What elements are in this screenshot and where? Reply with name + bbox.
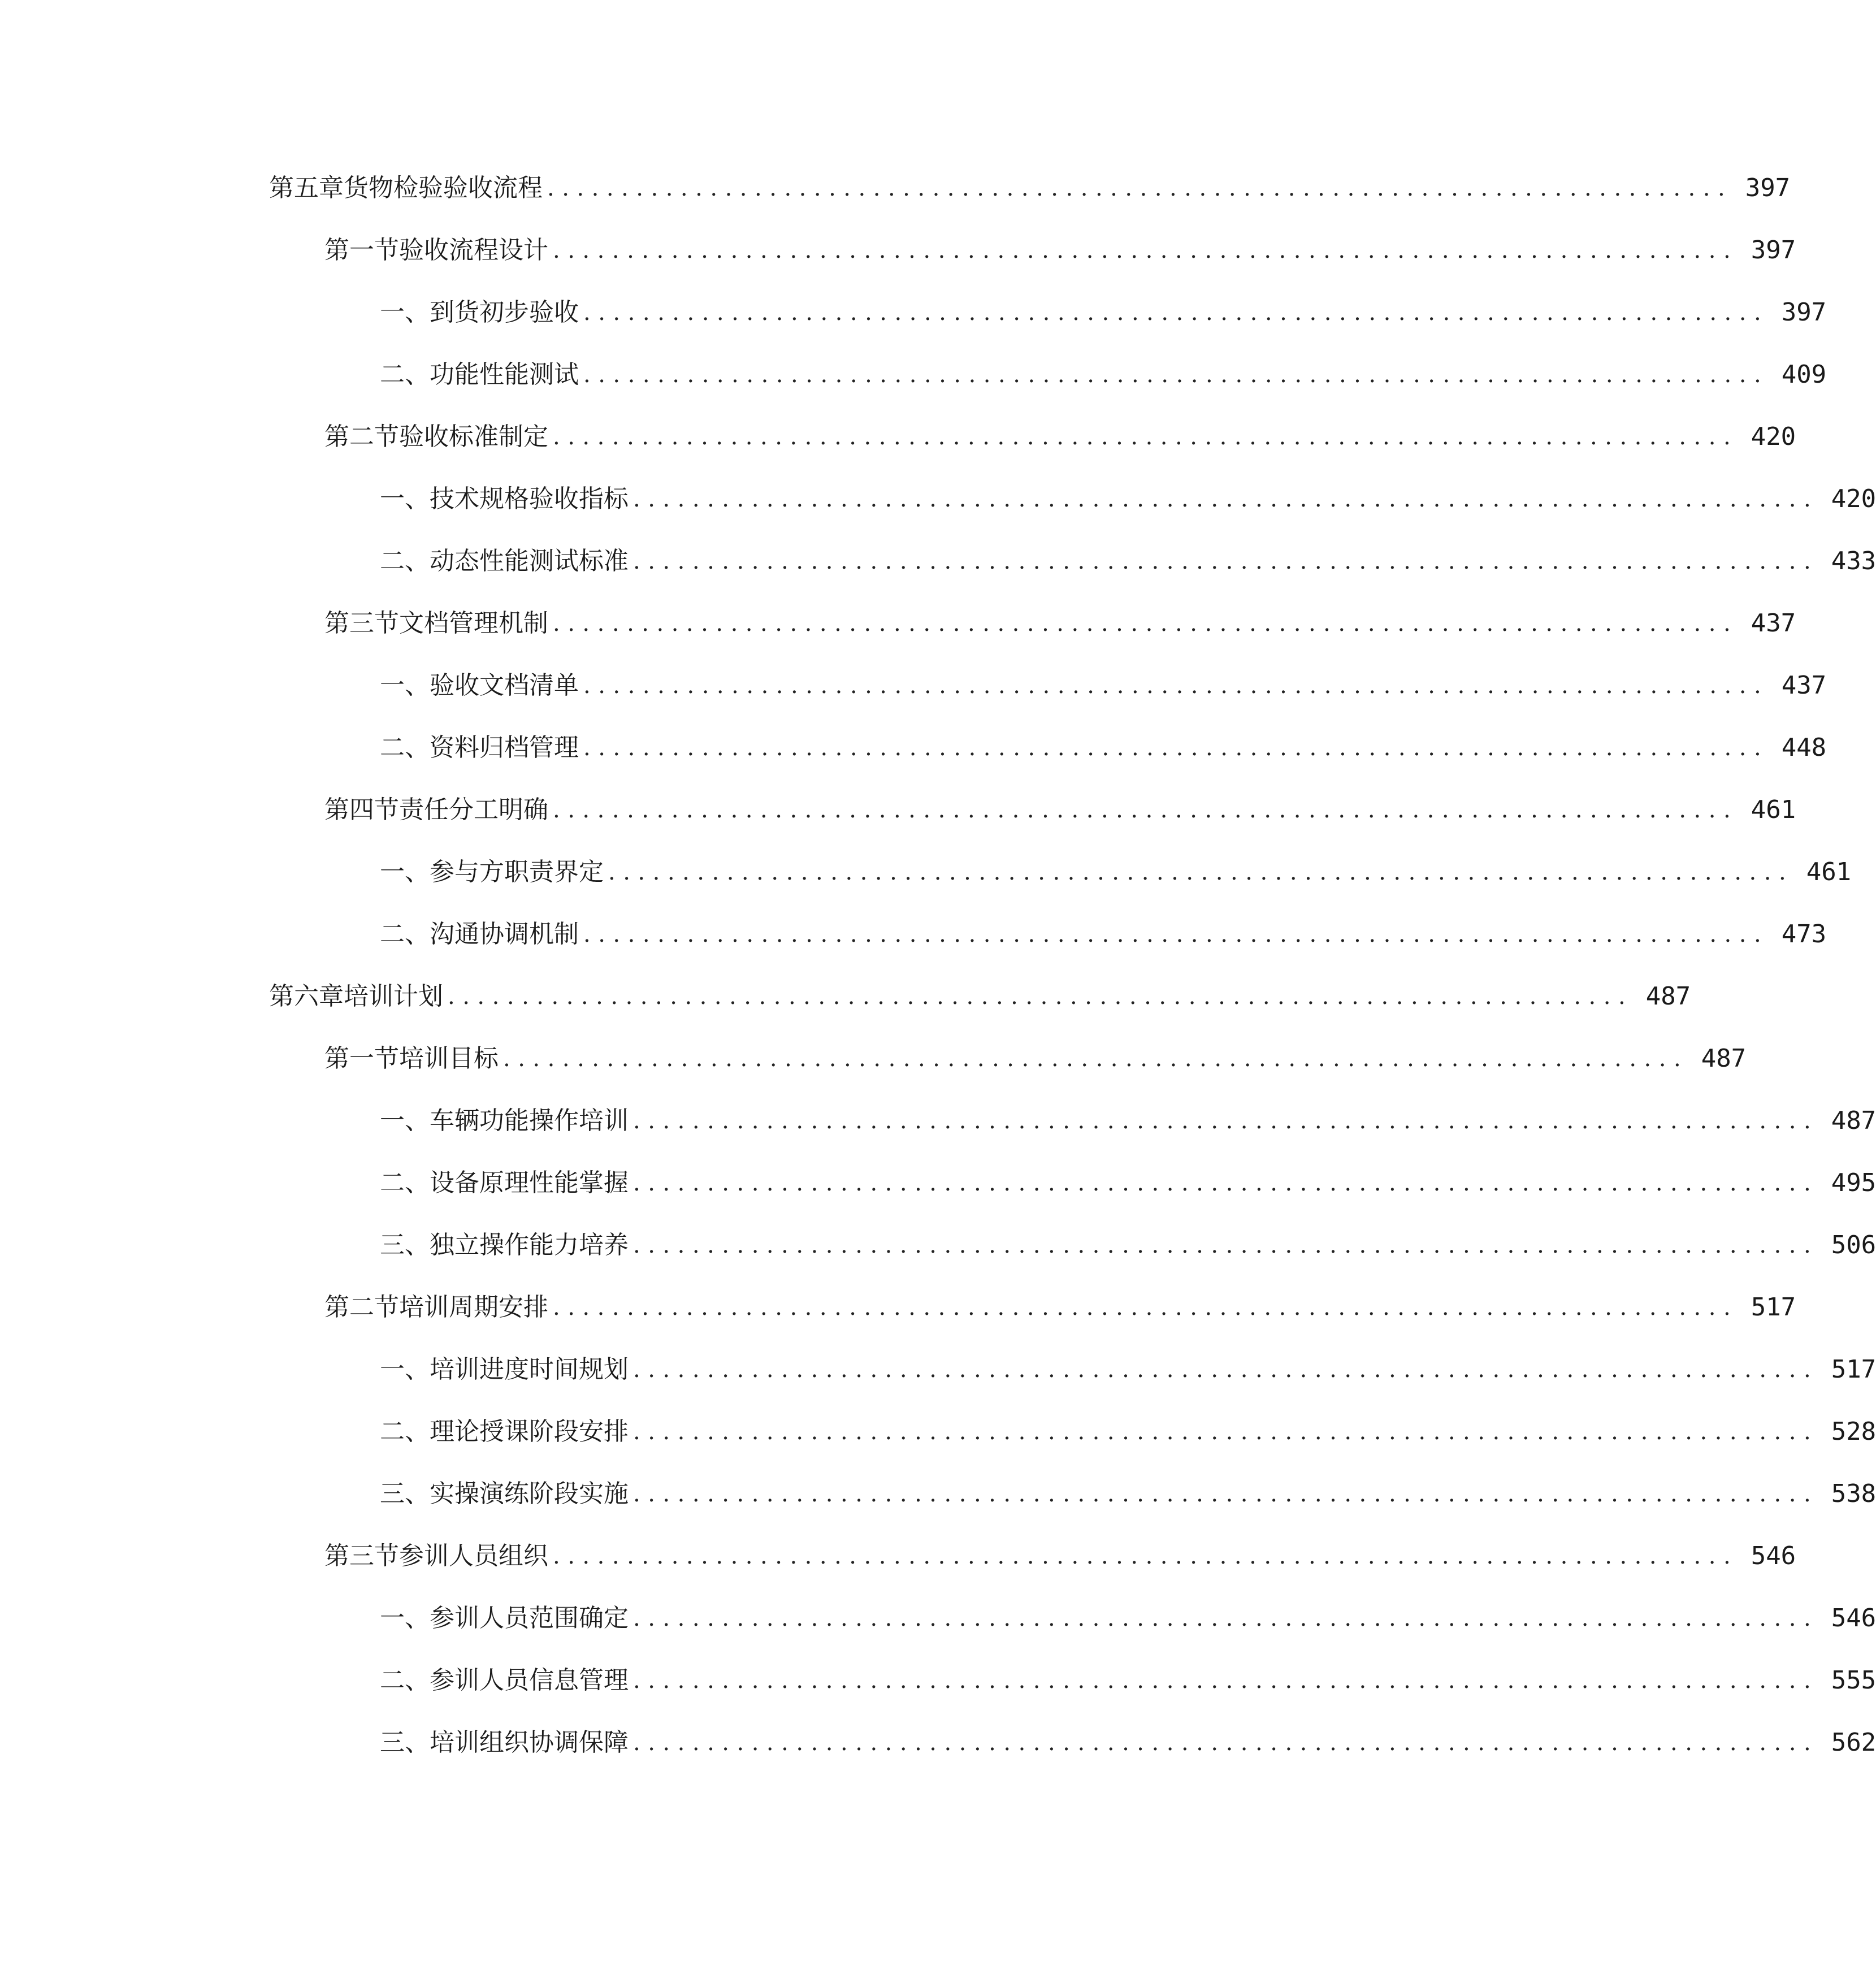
toc-entry-subsection[interactable] bbox=[380, 1226, 1876, 1265]
toc-entry-subsection[interactable] bbox=[380, 355, 1827, 395]
toc-entry-number: 第三节 bbox=[324, 1542, 399, 1570]
dot-leader: ................................................................................ bbox=[547, 175, 1733, 201]
toc-entry-number: 第三节 bbox=[324, 609, 399, 638]
toc-entry-number: 第六章 bbox=[269, 982, 344, 1011]
toc-entry-title: 责任分工明确 bbox=[399, 795, 548, 824]
dot-leader: ................................................................................ bbox=[583, 300, 1769, 326]
toc-entry-title: 参训人员信息管理 bbox=[430, 1666, 629, 1695]
dot-leader: ................................................................................ bbox=[583, 362, 1769, 388]
toc-entry-number: 二、 bbox=[380, 1666, 430, 1695]
toc-entry-subsection[interactable] bbox=[380, 479, 1876, 519]
toc-entry-subsection[interactable] bbox=[380, 1412, 1876, 1452]
toc-entry-number: 一、 bbox=[380, 298, 430, 327]
toc-entry-page: 517 bbox=[1831, 1355, 1876, 1384]
toc-entry-page: 397 bbox=[1781, 298, 1827, 327]
dot-leader: ................................................................................ bbox=[633, 1170, 1819, 1196]
toc-entry-title: 技术规格验收指标 bbox=[430, 484, 629, 513]
toc-entry-page: 506 bbox=[1831, 1231, 1876, 1259]
toc-entry-page: 538 bbox=[1831, 1479, 1876, 1508]
dot-leader: ................................................................................ bbox=[583, 921, 1769, 947]
toc-entry-page: 420 bbox=[1831, 484, 1876, 513]
dot-leader: ................................................................................ bbox=[633, 1481, 1819, 1507]
toc-entry-number: 二、 bbox=[380, 1417, 430, 1446]
toc-entry-subsection[interactable] bbox=[380, 1163, 1876, 1203]
toc-entry-section[interactable] bbox=[324, 1288, 1796, 1327]
toc-entry-number: 一、 bbox=[380, 1604, 430, 1633]
toc-entry-section[interactable] bbox=[324, 417, 1796, 457]
toc-entry-number: 二、 bbox=[380, 733, 430, 762]
toc-entry-number: 第一节 bbox=[324, 236, 399, 265]
toc-entry-title: 动态性能测试标准 bbox=[430, 547, 629, 575]
dot-leader: ................................................................................ bbox=[633, 1357, 1819, 1383]
toc-entry-title: 验收文档清单 bbox=[430, 671, 579, 700]
dot-leader: ................................................................................ bbox=[583, 735, 1769, 761]
toc-entry-number: 一、 bbox=[380, 671, 430, 700]
toc-entry-subsection[interactable] bbox=[380, 915, 1827, 954]
toc-entry-page: 397 bbox=[1751, 236, 1796, 265]
dot-leader: ................................................................................ bbox=[553, 1543, 1739, 1569]
toc-entry-number: 一、 bbox=[380, 484, 430, 513]
toc-entry-page: 487 bbox=[1831, 1106, 1876, 1135]
toc-entry-number: 三、 bbox=[380, 1231, 430, 1259]
dot-leader: ................................................................................ bbox=[633, 1232, 1819, 1258]
dot-leader: ................................................................................ bbox=[503, 1046, 1689, 1072]
toc-entry-subsection[interactable] bbox=[380, 1723, 1876, 1763]
toc-entry-page: 546 bbox=[1751, 1542, 1796, 1570]
dot-leader: ................................................................................ bbox=[633, 1730, 1819, 1756]
dot-leader: ................................................................................ bbox=[553, 424, 1739, 450]
toc-entry-title: 到货初步验收 bbox=[430, 298, 579, 327]
toc-entry-subsection[interactable] bbox=[380, 1350, 1876, 1389]
toc-entry-title: 独立操作能力培养 bbox=[430, 1231, 629, 1259]
toc-entry-subsection[interactable] bbox=[380, 542, 1876, 581]
toc-entry-page: 437 bbox=[1781, 671, 1827, 700]
dot-leader: ................................................................................ bbox=[608, 859, 1794, 885]
dot-leader: ................................................................................ bbox=[633, 1419, 1819, 1445]
toc-entry-number: 第二节 bbox=[324, 1293, 399, 1322]
toc-entry-title: 参与方职责界定 bbox=[430, 858, 604, 886]
toc-entry-title: 实操演练阶段实施 bbox=[430, 1479, 629, 1508]
toc-entry-title: 验收流程设计 bbox=[399, 236, 548, 265]
toc-entry-subsection[interactable] bbox=[380, 1599, 1876, 1638]
toc-entry-title: 培训计划 bbox=[344, 982, 443, 1011]
toc-entry-number: 二、 bbox=[380, 360, 430, 389]
toc-entry-page: 420 bbox=[1751, 422, 1796, 451]
toc-entry-chapter[interactable] bbox=[269, 977, 1691, 1016]
toc-entry-subsection[interactable] bbox=[380, 1474, 1876, 1514]
toc-entry-page: 562 bbox=[1831, 1728, 1876, 1757]
toc-entry-page: 397 bbox=[1745, 174, 1791, 202]
toc-entry-title: 功能性能测试 bbox=[430, 360, 579, 389]
toc-entry-page: 437 bbox=[1751, 609, 1796, 638]
toc-entry-subsection[interactable] bbox=[380, 666, 1827, 705]
toc-entry-title: 参训人员组织 bbox=[399, 1542, 548, 1570]
toc-entry-number: 二、 bbox=[380, 1168, 430, 1197]
toc-entry-page: 487 bbox=[1701, 1044, 1747, 1073]
dot-leader: ................................................................................ bbox=[583, 673, 1769, 699]
toc-entry-subsection[interactable] bbox=[380, 728, 1827, 768]
toc-entry-title: 沟通协调机制 bbox=[430, 920, 579, 949]
toc-entry-title: 参训人员范围确定 bbox=[430, 1604, 629, 1633]
dot-leader: ................................................................................ bbox=[633, 1108, 1819, 1134]
toc-entry-page: 473 bbox=[1781, 920, 1827, 949]
toc-entry-number: 一、 bbox=[380, 1106, 430, 1135]
toc-entry-subsection[interactable] bbox=[380, 1661, 1876, 1700]
toc-entry-subsection[interactable] bbox=[380, 852, 1852, 892]
toc-entry-page: 461 bbox=[1751, 795, 1796, 824]
toc-entry-section[interactable] bbox=[324, 1536, 1796, 1576]
toc-entry-page: 555 bbox=[1831, 1666, 1876, 1695]
toc-entry-section[interactable] bbox=[324, 1039, 1747, 1079]
toc-entry-number: 三、 bbox=[380, 1728, 430, 1757]
toc-entry-section[interactable] bbox=[324, 604, 1796, 643]
toc-entry-title: 资料归档管理 bbox=[430, 733, 579, 762]
toc-entry-number: 三、 bbox=[380, 1479, 430, 1508]
toc-entry-number: 一、 bbox=[380, 1355, 430, 1384]
toc-entry-section[interactable] bbox=[324, 790, 1796, 830]
dot-leader: ................................................................................ bbox=[633, 486, 1819, 512]
toc-entry-title: 验收标准制定 bbox=[399, 422, 548, 451]
toc-entry-page: 461 bbox=[1806, 858, 1852, 886]
toc-entry-number: 二、 bbox=[380, 920, 430, 949]
toc-entry-chapter[interactable] bbox=[269, 168, 1791, 208]
toc-entry-number: 二、 bbox=[380, 547, 430, 575]
dot-leader: ................................................................................ bbox=[633, 548, 1819, 574]
toc-entry-title: 培训目标 bbox=[399, 1044, 499, 1073]
toc-entry-number: 一、 bbox=[380, 858, 430, 886]
toc-entry-title: 货物检验验收流程 bbox=[344, 174, 543, 202]
toc-entry-page: 433 bbox=[1831, 547, 1876, 575]
toc-entry-title: 培训进度时间规划 bbox=[430, 1355, 629, 1384]
toc-entry-number: 第四节 bbox=[324, 795, 399, 824]
toc-entry-section[interactable] bbox=[324, 231, 1796, 270]
toc-entry-number: 第二节 bbox=[324, 422, 399, 451]
toc-entry-page: 528 bbox=[1831, 1417, 1876, 1446]
dot-leader: ................................................................................ bbox=[448, 984, 1634, 1010]
toc-entry-page: 487 bbox=[1645, 982, 1691, 1011]
dot-leader: ................................................................................ bbox=[553, 797, 1739, 823]
toc-entry-subsection[interactable] bbox=[380, 1101, 1876, 1141]
toc-entry-title: 设备原理性能掌握 bbox=[430, 1168, 629, 1197]
toc-entry-number: 第五章 bbox=[269, 174, 344, 202]
toc-entry-number: 第一节 bbox=[324, 1044, 399, 1073]
dot-leader: ................................................................................ bbox=[553, 237, 1739, 263]
toc-entry-subsection[interactable] bbox=[380, 293, 1827, 332]
dot-leader: ................................................................................ bbox=[633, 1668, 1819, 1694]
toc-entry-page: 517 bbox=[1751, 1293, 1796, 1322]
toc-entry-page: 409 bbox=[1781, 360, 1827, 389]
toc-entry-page: 495 bbox=[1831, 1168, 1876, 1197]
toc-entry-page: 448 bbox=[1781, 733, 1827, 762]
toc-entry-page: 546 bbox=[1831, 1604, 1876, 1633]
dot-leader: ................................................................................ bbox=[553, 611, 1739, 637]
toc-entry-title: 文档管理机制 bbox=[399, 609, 548, 638]
toc-entry-title: 培训组织协调保障 bbox=[430, 1728, 629, 1757]
toc-entry-title: 培训周期安排 bbox=[399, 1293, 548, 1322]
toc-entry-title: 车辆功能操作培训 bbox=[430, 1106, 629, 1135]
toc-entry-title: 理论授课阶段安排 bbox=[430, 1417, 629, 1446]
dot-leader: ................................................................................ bbox=[633, 1605, 1819, 1631]
dot-leader: ................................................................................ bbox=[553, 1294, 1739, 1320]
